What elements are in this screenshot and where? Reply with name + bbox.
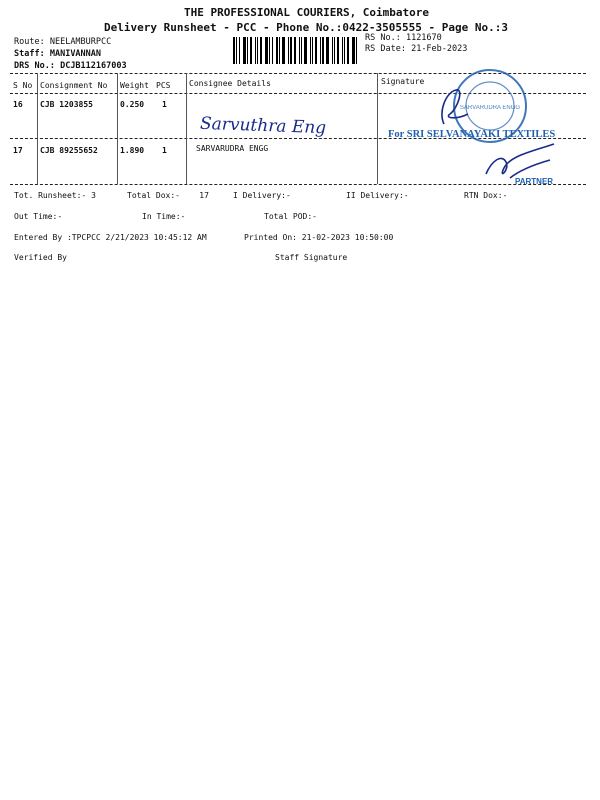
- barcode-bar: [337, 37, 339, 64]
- route-line: [14, 37, 111, 47]
- drs-label: DRS No.:: [14, 61, 55, 71]
- staff-label: Staff:: [14, 49, 45, 59]
- barcode-bar: [334, 37, 335, 64]
- barcode-bar: [288, 37, 289, 64]
- barcode-bar: [326, 37, 329, 64]
- rtn-dox: RTN Dox:-: [464, 191, 508, 200]
- barcode-bar: [255, 37, 256, 64]
- col-header-consignment: Consignment No: [40, 81, 108, 90]
- stamp-role: PARTNER: [515, 177, 554, 186]
- stamp-company: For SRI SELVANAYAKI TEXTILES: [388, 129, 556, 140]
- table-row-weight: 0.250: [120, 100, 145, 109]
- signature-scribble-icon: [436, 84, 476, 130]
- barcode-bar: [257, 37, 258, 64]
- barcode-bar: [322, 37, 324, 64]
- total-dox-label: Total Dox:-: [127, 191, 180, 200]
- barcode-bar: [304, 37, 307, 64]
- barcode-bar: [243, 37, 246, 64]
- barcode-bar: [247, 37, 248, 64]
- column-divider: [377, 73, 378, 184]
- route-label: Route:: [14, 37, 45, 47]
- barcode-bar: [294, 37, 296, 64]
- column-divider: [186, 73, 187, 184]
- rs-date-line: [365, 44, 467, 54]
- total-dox: [127, 191, 209, 200]
- barcode-bar: [272, 37, 273, 64]
- entered-by: Entered By :TPCPCC 2/21/2023 10:45:12 AM: [14, 233, 207, 242]
- table-row-sno: 16: [13, 100, 23, 109]
- drs-value: DCJB112167003: [60, 61, 127, 71]
- runsheet-subtitle: Delivery Runsheet - PCC - Phone No.:0422-3505555 - Page No.:3: [104, 21, 508, 34]
- total-pod: Total POD:-: [264, 212, 317, 221]
- col-header-weight: Weight: [120, 81, 149, 90]
- table-row-weight: 1.890: [120, 146, 145, 155]
- barcode-bar: [347, 37, 349, 64]
- barcode-bar: [250, 37, 252, 64]
- rs-no-label: RS No.:: [365, 33, 401, 43]
- barcode-bar: [344, 37, 345, 64]
- barcode-bar: [290, 37, 292, 64]
- table-row-consignment: CJB 1203855: [40, 100, 93, 109]
- barcode-bar: [236, 37, 237, 64]
- table-row-consignee: SARVARUDRA ENGG: [196, 144, 269, 153]
- i-delivery: I Delivery:-: [233, 191, 291, 200]
- barcode-bar: [332, 37, 333, 64]
- barcode-bar: [269, 37, 270, 64]
- seal-text: SARVARUDRA ENGG: [459, 105, 521, 111]
- tot-runsheet: Tot. Runsheet:- 3: [14, 191, 96, 200]
- table-row-pcs: 1: [162, 100, 167, 109]
- verified-by: Verified By: [14, 253, 67, 262]
- staff-line: [14, 49, 101, 59]
- barcode-bar: [239, 37, 240, 64]
- rs-no-value: 1121670: [405, 33, 442, 43]
- barcode-bar: [265, 37, 268, 64]
- drs-line: [14, 61, 127, 71]
- barcode-bar: [342, 37, 343, 64]
- col-header-sno: S No: [13, 81, 33, 90]
- table-row-consignment: CJB 89255652: [40, 146, 98, 155]
- barcode-bar: [312, 37, 313, 64]
- rs-no-line: [365, 33, 442, 43]
- ii-delivery: II Delivery:-: [346, 191, 409, 200]
- barcode-bar: [299, 37, 300, 64]
- total-dox-value: 17: [199, 191, 209, 200]
- barcode-bar: [310, 37, 311, 64]
- barcode-bar: [233, 37, 235, 64]
- handwritten-consignee: Sarvuthra Eng: [199, 113, 327, 139]
- barcode-bar: [260, 37, 262, 64]
- barcode-bar: [279, 37, 280, 64]
- barcode-bar: [276, 37, 278, 64]
- barcode-bar: [301, 37, 302, 64]
- col-header-signature: Signature: [381, 77, 425, 86]
- printed-on: Printed On: 21-02-2023 10:50:00: [244, 233, 394, 242]
- company-title: THE PROFESSIONAL COURIERS, Coimbatore: [184, 6, 430, 19]
- table-row-pcs: 1: [162, 146, 167, 155]
- barcode-bar: [356, 37, 357, 64]
- in-time: In Time:-: [142, 212, 186, 221]
- rs-date-value: 21-Feb-2023: [411, 44, 468, 54]
- col-header-pcs: PCS: [156, 81, 171, 90]
- column-divider: [117, 73, 118, 184]
- staff-signature: Staff Signature: [275, 253, 348, 262]
- rs-date-label: RS Date:: [365, 44, 406, 54]
- barcode-bar: [320, 37, 321, 64]
- staff-value: MANIVANNAN: [49, 49, 102, 59]
- col-header-consignee: Consignee Details: [189, 79, 271, 88]
- barcode: [233, 37, 359, 64]
- barcode-bar: [282, 37, 285, 64]
- barcode-bar: [315, 37, 317, 64]
- table-row-sno: 17: [13, 146, 23, 155]
- route-value: NEELAMBURPCC: [49, 37, 112, 47]
- barcode-bar: [352, 37, 355, 64]
- column-divider: [37, 73, 38, 184]
- out-time: Out Time:-: [14, 212, 63, 221]
